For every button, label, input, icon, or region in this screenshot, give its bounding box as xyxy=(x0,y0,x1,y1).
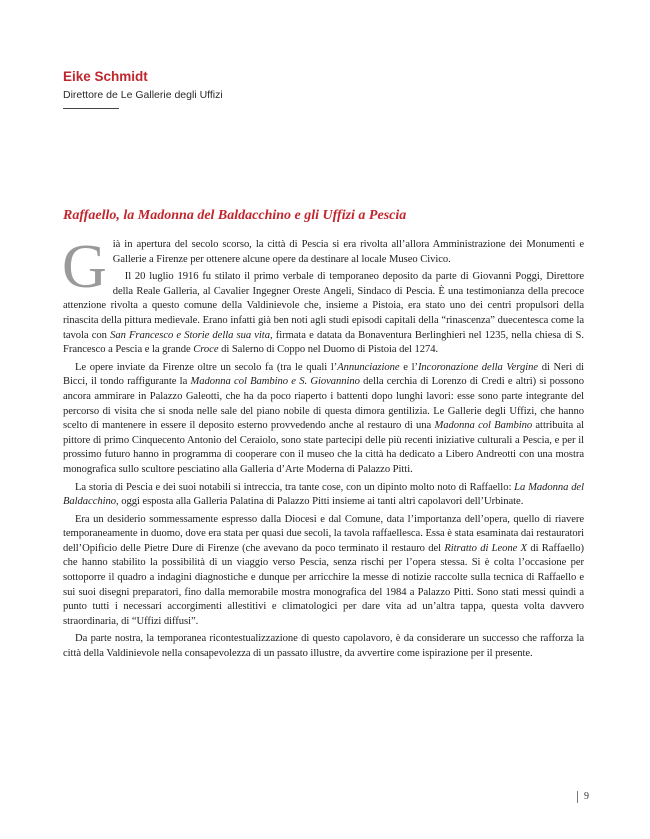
text-run: di Salerno di Coppo nel Duomo di Pistoia del 1274. xyxy=(218,344,439,356)
text-run: Le opere inviate da Firenze oltre un secolo fa (tra le quali l’ xyxy=(75,361,338,373)
page-number: 9 xyxy=(584,791,589,802)
paragraph-1-text xyxy=(113,239,584,265)
artwork-title: Ritratto di Leone X xyxy=(444,542,528,554)
artwork-title: La Madonna del Baldacchino xyxy=(63,481,584,508)
text-run: , firmata e datata da Bonaventura Berlinghieri nel 1235, nella chiesa di S. Francesco a Pescia e la grande xyxy=(63,329,584,356)
text-run: Era un desiderio sommessamente espresso dalla Diocesi e dal Comune, data l’importanza dell’opera, quello di riavere temporaneamente in duomo, dove era stata per quasi due secoli, la tavola raffaellesca. Essa è stata esaminata dai restauratori dell’Opificio delle Pietre Dure di Firenze (che avevano da poco terminato il restauro del xyxy=(63,513,584,554)
author-divider xyxy=(63,108,119,109)
text-run: attribuita al pittore di primo Cinquecento Antonio del Ceraiolo, sono state partecipi delle più recenti iniziative culturali a Pescia, e per il prossimo futuro hanno in programma di cooperare con il museo che la città ha dedicato a Libero Andreotti con una mostra monografica sullo scultore pesciatino alla Galleria d’Arte Moderna di Palazzo Pitti. xyxy=(63,420,584,475)
author-name: Eike Schmidt xyxy=(63,69,148,84)
artwork-title: Madonna col Bambino xyxy=(434,420,533,432)
artwork-title: San Francesco e Storie della sua vita xyxy=(110,329,270,341)
text-run: Da parte nostra, la temporanea ricontestualizzazione di questo capolavoro, è da considerare un successo che rafforza la città della Valdinievole nella consapevolezza di un passato illustre, da avvertire come ispirazione per il presente. xyxy=(63,633,584,660)
text-run: La storia di Pescia e dei suoi notabili si intreccia, tra tante cose, con un dipinto molto noto di Raffaello: xyxy=(75,481,515,493)
artwork-title: Incoronazione della Vergine xyxy=(417,361,539,373)
drop-cap: G xyxy=(62,233,107,301)
paragraph-6 xyxy=(63,632,584,661)
paragraph-2 xyxy=(63,270,584,358)
text-run: di Neri di Bicci, il tondo raffigurante la xyxy=(63,361,584,388)
article-body xyxy=(62,233,585,662)
text-run: di Raffaello) che hanno stabilito la possibilità di un viaggio verso Pescia, senza rischi per l’opera stessa. Si è colta l’occasione per sottoporre il quadro a indagini diagnostiche e dunque per arricchire la messe di notizie raccolte sulla tecnica di Raffaello e sui suoi disegni preparatori, fino dalla memorabile mostra monografica del 1984 a Palazzo Pitti. Sono stati messi quindi a punto tutti i necessari accorgimenti allestitivi e climatologici per dare vita ad un’altra tappa, questa volta davvero straordinaria, di “Uffizi diffusi”. xyxy=(63,542,585,627)
page-number-separator xyxy=(577,791,578,803)
text-run: e l’ xyxy=(399,361,418,373)
paragraph-1 xyxy=(62,233,584,301)
text-run: , oggi esposta alla Galleria Palatina di Palazzo Pitti insieme ai tanti altri capolavori dell’Urbinate. xyxy=(116,496,524,508)
text-run: Il 20 luglio 1916 fu stilato il primo verbale di temporaneo deposito da parte di Giovanni Poggi, Direttore della Reale Galleria, al Cavalier Ingegner Oreste Angeli, Sindaco di Pescia. È una testimonianza della precoce attenzione rivolta a questo comune della Valdinievole che, insieme a Pistoia, era stato uno dei centri propulsori della rinascita della pittura medievale. Erano infatti già ben noti agli studi episodi capitali della “rinascenza” duecentesca come la tavola con xyxy=(63,271,584,341)
paragraph-5 xyxy=(63,513,584,630)
artwork-title: Croce xyxy=(193,344,219,356)
paragraph-3 xyxy=(63,361,584,478)
text-run: della cerchia di Lorenzo di Credi e altri) si possono ancora ammirare in Palazzo Galeotti, che ha da poco riaperto i battenti dopo lunghi lavori: esse sono parte integrante del percorso di visita che si snoda nelle sale del piano nobile di questa dimora gentilizia. Le Gallerie degli Uffizi, che hanno scelto di mantenere in essere il deposito esterno provvedendo anche al restauro di una xyxy=(63,376,584,432)
article-title: Raffaello, la Madonna del Baldacchino e gli Uffizi a Pescia xyxy=(63,208,407,223)
paragraph-4 xyxy=(63,481,584,510)
text-run: ià in apertura del secolo scorso, la città di Pescia si era rivolta all’allora Amministrazione dei Monumenti e Gallerie a Firenze per ottenere alcune opere da destinare al locale Museo Civico. xyxy=(112,239,584,265)
author-role: Direttore de Le Gallerie degli Uffizi xyxy=(63,89,223,101)
artwork-title: Annunciazione xyxy=(337,361,400,373)
artwork-title: Madonna col Bambino e S. Giovannino xyxy=(190,376,360,388)
